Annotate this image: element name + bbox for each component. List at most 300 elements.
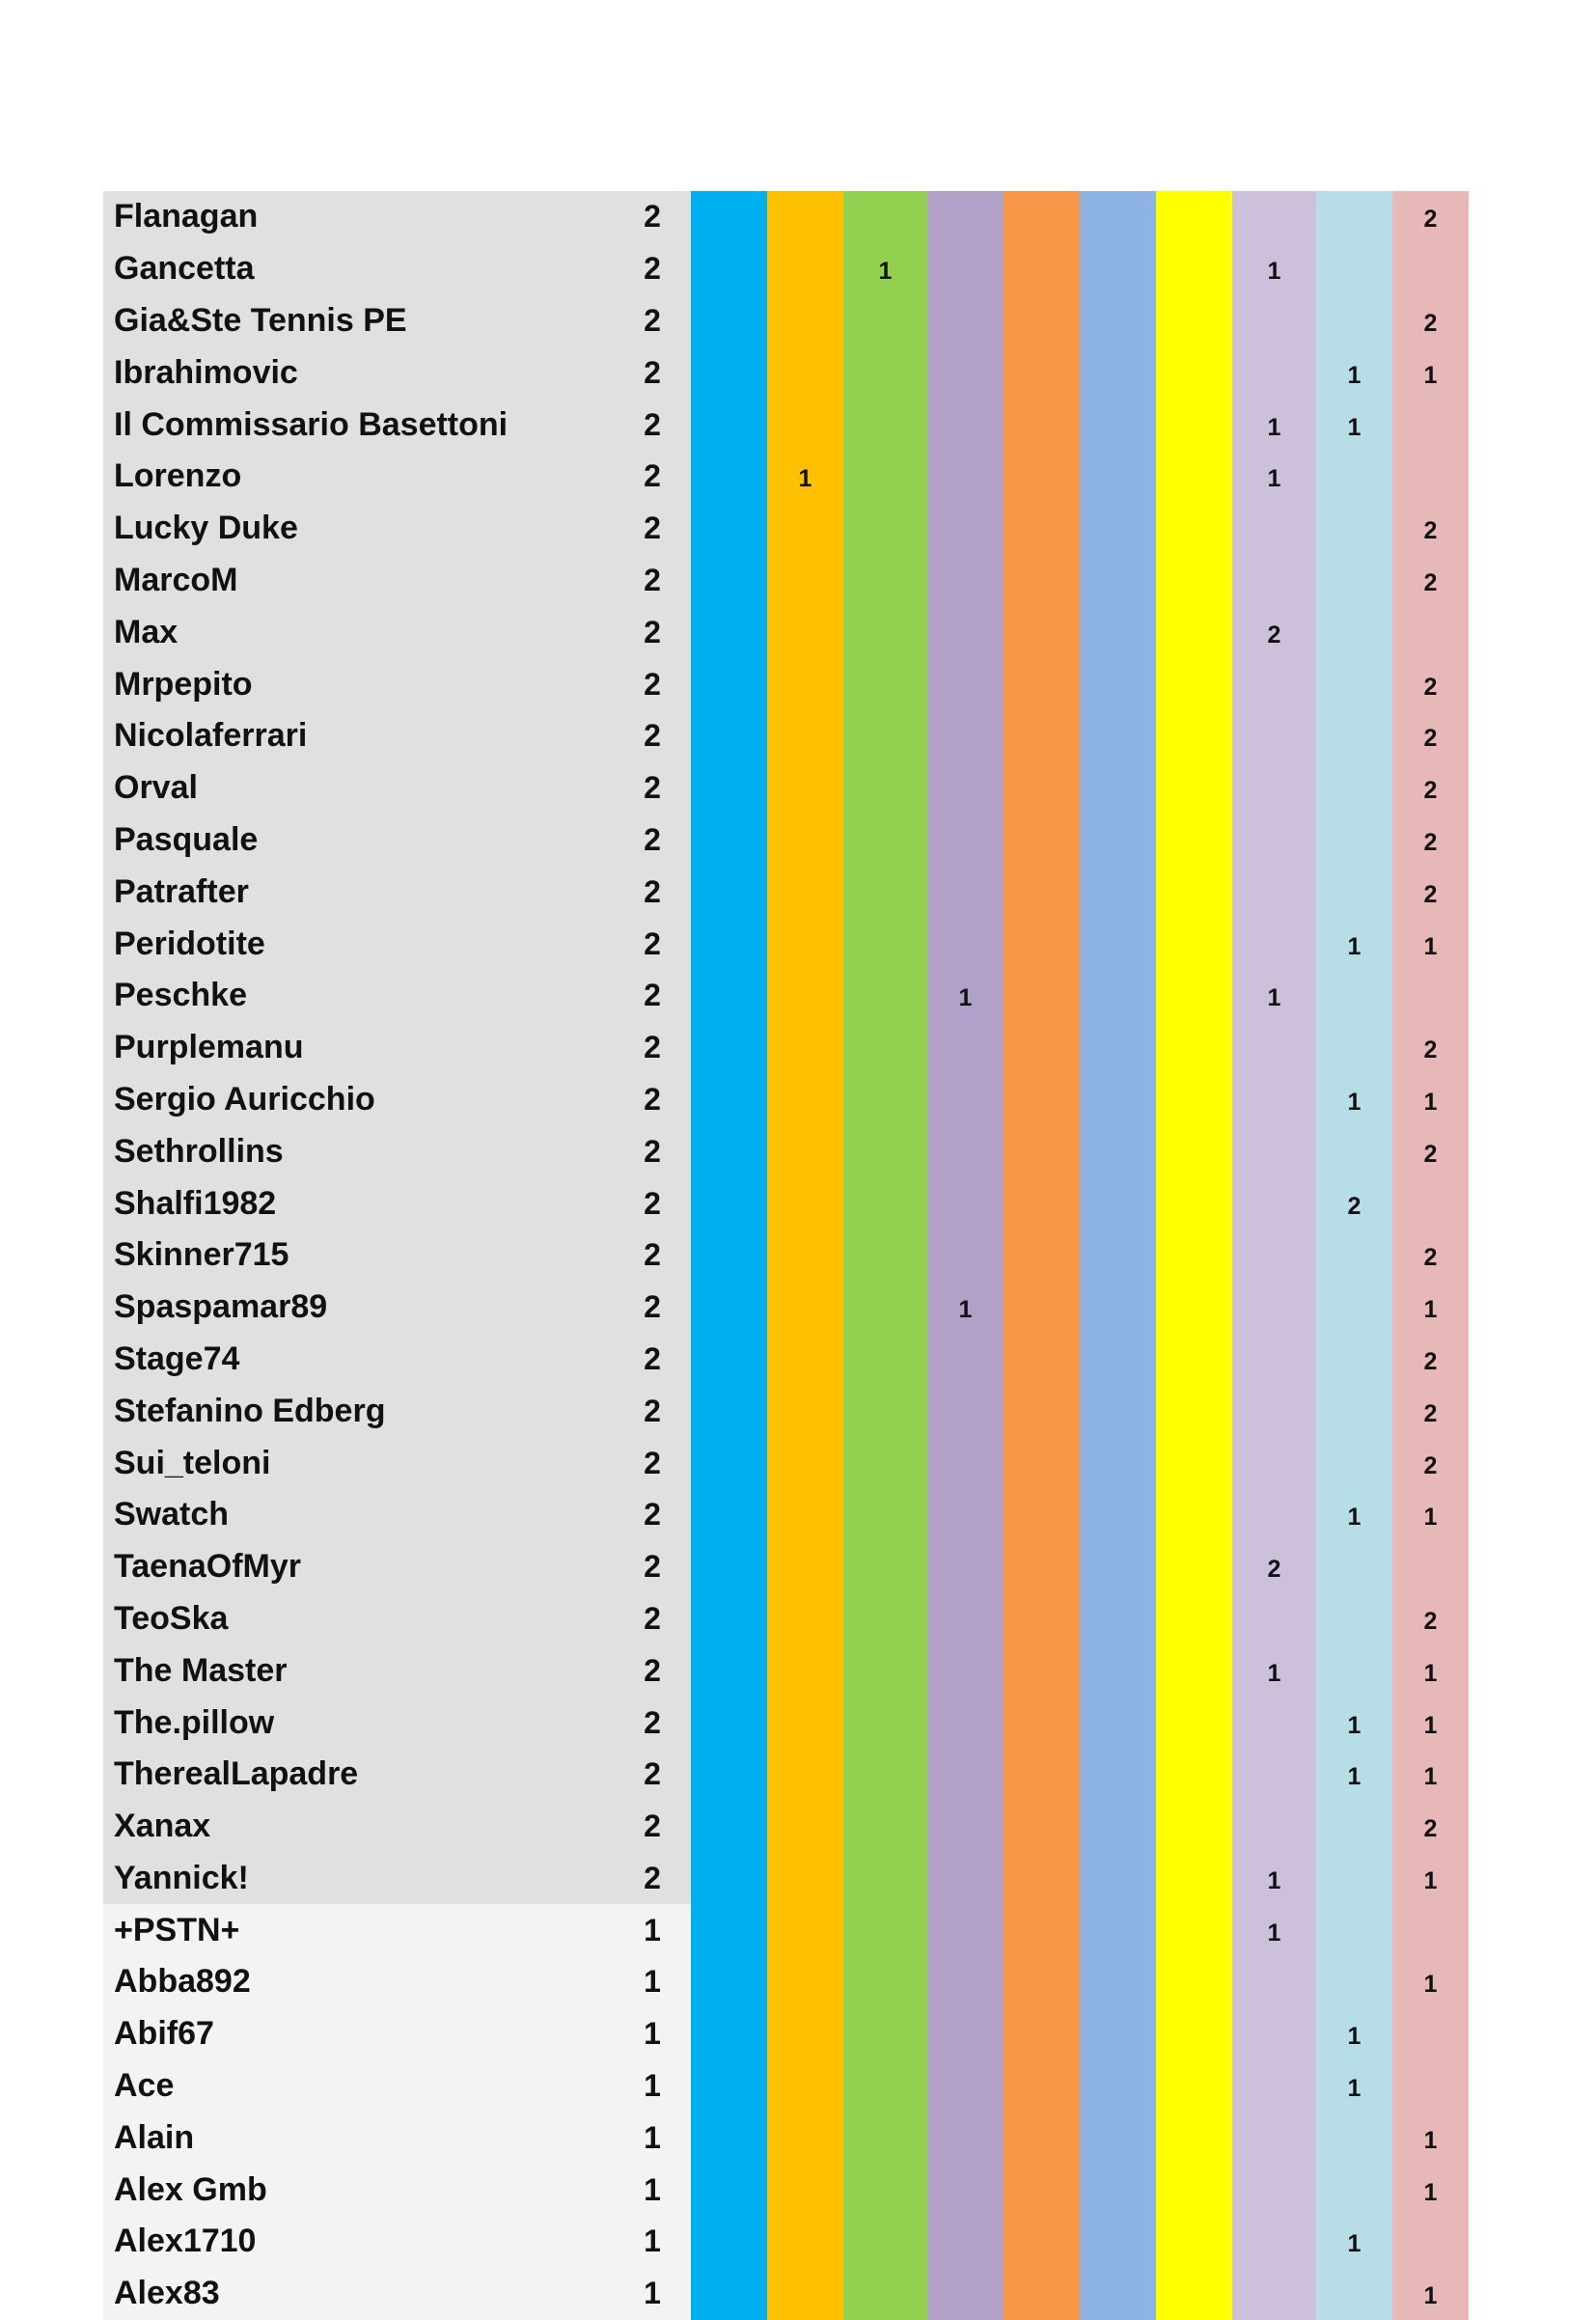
score-cell-c3 [843, 1904, 927, 1956]
score-cell-c5 [1004, 295, 1080, 347]
player-name: The Master [103, 1644, 614, 1697]
score-cell-c10 [1392, 1904, 1469, 1956]
score-cell-c7 [1156, 1334, 1232, 1386]
score-cell-c5 [1004, 606, 1080, 658]
score-cell-c6 [1080, 606, 1156, 658]
score-cell-c5 [1004, 451, 1080, 503]
score-cell-c1 [691, 503, 767, 555]
score-cell-c9 [1316, 658, 1392, 710]
score-cell-c6 [1080, 2008, 1156, 2060]
score-cell-c7 [1156, 399, 1232, 451]
score-cell-c4 [927, 451, 1004, 503]
score-cell-c4 [927, 2268, 1004, 2320]
score-cell-c6 [1080, 1334, 1156, 1386]
player-name: MarcoM [103, 555, 614, 607]
player-total: 2 [614, 658, 691, 710]
player-total: 2 [614, 1697, 691, 1749]
score-cell-c9 [1316, 1022, 1392, 1074]
table-row [103, 191, 1469, 243]
player-name: Max [103, 606, 614, 658]
score-cell-c1 [691, 295, 767, 347]
score-cell-c6 [1080, 2164, 1156, 2216]
score-cell-c1 [691, 1229, 767, 1282]
score-cell-c1 [691, 1489, 767, 1541]
table-row [103, 1853, 1469, 1905]
score-cell-c4 [927, 243, 1004, 295]
score-cell-c6 [1080, 2268, 1156, 2320]
score-cell-c1 [691, 2008, 767, 2060]
table-row [103, 1177, 1469, 1229]
score-cell-c6 [1080, 1644, 1156, 1697]
score-cell-c5 [1004, 1437, 1080, 1489]
player-name: Alex Gmb [103, 2164, 614, 2216]
score-cell-c8: 1 [1232, 451, 1316, 503]
score-cell-c2 [767, 866, 843, 918]
player-name: Nicolaferrari [103, 710, 614, 762]
score-cell-c7 [1156, 503, 1232, 555]
score-cell-c1 [691, 1022, 767, 1074]
player-name: Ace [103, 2060, 614, 2113]
player-name: Stefanino Edberg [103, 1385, 614, 1437]
player-total: 1 [614, 1904, 691, 1956]
score-cell-c5 [1004, 1385, 1080, 1437]
score-cell-c6 [1080, 815, 1156, 867]
score-cell-c4 [927, 1125, 1004, 1177]
score-cell-c5 [1004, 658, 1080, 710]
score-cell-c6 [1080, 2216, 1156, 2268]
score-cell-c7 [1156, 866, 1232, 918]
player-total: 1 [614, 2008, 691, 2060]
score-cell-c10: 1 [1392, 1853, 1469, 1905]
player-total: 2 [614, 555, 691, 607]
score-cell-c6 [1080, 1697, 1156, 1749]
score-cell-c5 [1004, 710, 1080, 762]
score-cell-c5 [1004, 243, 1080, 295]
score-cell-c5 [1004, 1697, 1080, 1749]
score-cell-c9 [1316, 1282, 1392, 1334]
score-cell-c3 [843, 451, 927, 503]
score-cell-c8 [1232, 1022, 1316, 1074]
score-cell-c1 [691, 1644, 767, 1697]
score-cell-c8 [1232, 503, 1316, 555]
score-cell-c9 [1316, 555, 1392, 607]
score-cell-c1 [691, 2060, 767, 2113]
score-cell-c5 [1004, 1489, 1080, 1541]
score-cell-c10 [1392, 2008, 1469, 2060]
player-total: 2 [614, 191, 691, 243]
standings-body [103, 191, 1469, 2320]
score-cell-c2 [767, 1282, 843, 1334]
score-cell-c2 [767, 2268, 843, 2320]
score-cell-c8 [1232, 918, 1316, 970]
score-cell-c5 [1004, 2060, 1080, 2113]
score-cell-c4 [927, 658, 1004, 710]
score-cell-c2 [767, 399, 843, 451]
score-cell-c10: 1 [1392, 1749, 1469, 1801]
score-cell-c5 [1004, 1177, 1080, 1229]
score-cell-c3 [843, 1489, 927, 1541]
player-total: 2 [614, 762, 691, 815]
score-cell-c5 [1004, 918, 1080, 970]
score-cell-c2 [767, 1177, 843, 1229]
score-cell-c6 [1080, 1282, 1156, 1334]
player-name: Lucky Duke [103, 503, 614, 555]
score-cell-c10 [1392, 1177, 1469, 1229]
score-cell-c8 [1232, 1385, 1316, 1437]
score-cell-c10: 1 [1392, 1644, 1469, 1697]
player-total: 2 [614, 815, 691, 867]
score-cell-c9: 2 [1316, 1177, 1392, 1229]
player-total: 2 [614, 1334, 691, 1386]
score-cell-c6 [1080, 295, 1156, 347]
standings-sheet [103, 191, 1469, 2320]
score-cell-c4 [927, 503, 1004, 555]
score-cell-c6 [1080, 555, 1156, 607]
player-total: 2 [614, 1125, 691, 1177]
score-cell-c10 [1392, 606, 1469, 658]
score-cell-c3 [843, 2268, 927, 2320]
score-cell-c6 [1080, 1125, 1156, 1177]
score-cell-c3 [843, 918, 927, 970]
score-cell-c2 [767, 658, 843, 710]
table-row [103, 1904, 1469, 1956]
score-cell-c8 [1232, 1074, 1316, 1126]
score-cell-c3 [843, 2164, 927, 2216]
score-cell-c7 [1156, 1644, 1232, 1697]
score-cell-c5 [1004, 762, 1080, 815]
score-cell-c9 [1316, 1334, 1392, 1386]
score-cell-c4 [927, 2008, 1004, 2060]
score-cell-c10: 2 [1392, 503, 1469, 555]
score-cell-c10: 1 [1392, 1074, 1469, 1126]
player-total: 2 [614, 1853, 691, 1905]
table-row [103, 2216, 1469, 2268]
score-cell-c3 [843, 866, 927, 918]
score-cell-c7 [1156, 1853, 1232, 1905]
score-cell-c1 [691, 1541, 767, 1593]
score-cell-c4: 1 [927, 1282, 1004, 1334]
score-cell-c3 [843, 658, 927, 710]
score-cell-c2 [767, 503, 843, 555]
score-cell-c10 [1392, 2216, 1469, 2268]
score-cell-c10: 1 [1392, 2268, 1469, 2320]
score-cell-c2 [767, 1904, 843, 1956]
player-name: Abif67 [103, 2008, 614, 2060]
table-row [103, 2008, 1469, 2060]
score-cell-c7 [1156, 1022, 1232, 1074]
score-cell-c9 [1316, 1904, 1392, 1956]
player-name: Spaspamar89 [103, 1282, 614, 1334]
player-name: Alain [103, 2112, 614, 2164]
score-cell-c4 [927, 555, 1004, 607]
score-cell-c6 [1080, 503, 1156, 555]
score-cell-c7 [1156, 918, 1232, 970]
score-cell-c6 [1080, 658, 1156, 710]
table-row [103, 1956, 1469, 2008]
score-cell-c7 [1156, 762, 1232, 815]
score-cell-c6 [1080, 451, 1156, 503]
score-cell-c4 [927, 399, 1004, 451]
table-row [103, 918, 1469, 970]
score-cell-c2 [767, 555, 843, 607]
score-cell-c5 [1004, 346, 1080, 399]
score-cell-c7 [1156, 1125, 1232, 1177]
score-cell-c4 [927, 346, 1004, 399]
score-cell-c4 [927, 762, 1004, 815]
table-row [103, 762, 1469, 815]
player-name: Sethrollins [103, 1125, 614, 1177]
player-total: 2 [614, 1437, 691, 1489]
score-cell-c2 [767, 815, 843, 867]
score-cell-c5 [1004, 1282, 1080, 1334]
score-cell-c9 [1316, 295, 1392, 347]
score-cell-c7 [1156, 606, 1232, 658]
score-cell-c8 [1232, 815, 1316, 867]
score-cell-c6 [1080, 866, 1156, 918]
score-cell-c10 [1392, 243, 1469, 295]
score-cell-c8 [1232, 2216, 1316, 2268]
table-row [103, 658, 1469, 710]
score-cell-c8: 2 [1232, 1541, 1316, 1593]
score-cell-c6 [1080, 2112, 1156, 2164]
score-cell-c6 [1080, 1385, 1156, 1437]
score-cell-c10: 2 [1392, 1334, 1469, 1386]
score-cell-c1 [691, 762, 767, 815]
score-cell-c1 [691, 1074, 767, 1126]
score-cell-c9: 1 [1316, 1489, 1392, 1541]
player-total: 2 [614, 243, 691, 295]
table-row [103, 1282, 1469, 1334]
score-cell-c1 [691, 1282, 767, 1334]
score-cell-c9: 1 [1316, 1749, 1392, 1801]
score-cell-c10: 2 [1392, 295, 1469, 347]
player-total: 2 [614, 346, 691, 399]
score-cell-c5 [1004, 1644, 1080, 1697]
score-cell-c9 [1316, 815, 1392, 867]
score-cell-c8 [1232, 2060, 1316, 2113]
player-total: 2 [614, 1541, 691, 1593]
score-cell-c5 [1004, 1853, 1080, 1905]
score-cell-c4 [927, 918, 1004, 970]
score-cell-c4 [927, 710, 1004, 762]
score-cell-c1 [691, 970, 767, 1022]
score-cell-c7 [1156, 451, 1232, 503]
player-name: Alex1710 [103, 2216, 614, 2268]
score-cell-c7 [1156, 2008, 1232, 2060]
score-cell-c3 [843, 1541, 927, 1593]
score-cell-c6 [1080, 1956, 1156, 2008]
score-cell-c10 [1392, 451, 1469, 503]
score-cell-c9 [1316, 243, 1392, 295]
score-cell-c6 [1080, 1489, 1156, 1541]
score-cell-c4 [927, 2164, 1004, 2216]
score-cell-c5 [1004, 1229, 1080, 1282]
score-cell-c5 [1004, 1956, 1080, 2008]
score-cell-c8 [1232, 866, 1316, 918]
score-cell-c9: 1 [1316, 2060, 1392, 2113]
score-cell-c6 [1080, 399, 1156, 451]
player-total: 2 [614, 710, 691, 762]
score-cell-c10: 1 [1392, 1489, 1469, 1541]
score-cell-c5 [1004, 1334, 1080, 1386]
score-cell-c8: 1 [1232, 1904, 1316, 1956]
score-cell-c1 [691, 658, 767, 710]
player-name: Purplemanu [103, 1022, 614, 1074]
score-cell-c3 [843, 1749, 927, 1801]
score-cell-c10: 2 [1392, 1229, 1469, 1282]
score-cell-c9 [1316, 2112, 1392, 2164]
score-cell-c6 [1080, 191, 1156, 243]
score-cell-c2 [767, 710, 843, 762]
score-cell-c5 [1004, 555, 1080, 607]
table-row [103, 1334, 1469, 1386]
score-cell-c10: 1 [1392, 1282, 1469, 1334]
table-row [103, 1074, 1469, 1126]
player-total: 2 [614, 1385, 691, 1437]
score-cell-c10: 2 [1392, 762, 1469, 815]
score-cell-c3 [843, 1437, 927, 1489]
score-cell-c4 [927, 1541, 1004, 1593]
score-cell-c2 [767, 1593, 843, 1645]
player-name: +PSTN+ [103, 1904, 614, 1956]
score-cell-c9 [1316, 1125, 1392, 1177]
player-name: Gia&Ste Tennis PE [103, 295, 614, 347]
score-cell-c10: 2 [1392, 191, 1469, 243]
score-cell-c7 [1156, 658, 1232, 710]
score-cell-c1 [691, 399, 767, 451]
score-cell-c4 [927, 1385, 1004, 1437]
table-row [103, 346, 1469, 399]
score-cell-c9 [1316, 1853, 1392, 1905]
score-cell-c7 [1156, 1801, 1232, 1853]
table-row [103, 815, 1469, 867]
score-cell-c9 [1316, 970, 1392, 1022]
score-cell-c3 [843, 1282, 927, 1334]
player-name: Il Commissario Basettoni [103, 399, 614, 451]
score-cell-c7 [1156, 2216, 1232, 2268]
player-total: 2 [614, 1177, 691, 1229]
score-cell-c9 [1316, 1541, 1392, 1593]
score-cell-c8: 1 [1232, 970, 1316, 1022]
score-cell-c3 [843, 606, 927, 658]
score-cell-c2 [767, 1541, 843, 1593]
score-cell-c8 [1232, 295, 1316, 347]
score-cell-c2 [767, 606, 843, 658]
score-cell-c2 [767, 1229, 843, 1282]
score-cell-c8: 2 [1232, 606, 1316, 658]
table-row [103, 866, 1469, 918]
score-cell-c4 [927, 866, 1004, 918]
player-name: Peschke [103, 970, 614, 1022]
score-cell-c6 [1080, 1904, 1156, 1956]
score-cell-c3 [843, 1593, 927, 1645]
score-cell-c9 [1316, 503, 1392, 555]
score-cell-c8 [1232, 1593, 1316, 1645]
score-cell-c8 [1232, 1437, 1316, 1489]
player-total: 1 [614, 2112, 691, 2164]
score-cell-c6 [1080, 1437, 1156, 1489]
table-row [103, 1749, 1469, 1801]
score-cell-c5 [1004, 815, 1080, 867]
player-total: 2 [614, 918, 691, 970]
score-cell-c2 [767, 2164, 843, 2216]
player-total: 2 [614, 399, 691, 451]
score-cell-c6 [1080, 346, 1156, 399]
score-cell-c4 [927, 2112, 1004, 2164]
score-cell-c2 [767, 970, 843, 1022]
player-name: Swatch [103, 1489, 614, 1541]
score-cell-c5 [1004, 1125, 1080, 1177]
score-cell-c8 [1232, 1956, 1316, 2008]
score-cell-c4 [927, 1697, 1004, 1749]
score-cell-c10: 2 [1392, 1385, 1469, 1437]
player-name: Patrafter [103, 866, 614, 918]
score-cell-c9 [1316, 1801, 1392, 1853]
score-cell-c7 [1156, 295, 1232, 347]
score-cell-c9: 1 [1316, 1074, 1392, 1126]
score-cell-c1 [691, 2164, 767, 2216]
score-cell-c1 [691, 1125, 767, 1177]
table-row [103, 555, 1469, 607]
score-cell-c8: 1 [1232, 1853, 1316, 1905]
score-cell-c1 [691, 1385, 767, 1437]
score-cell-c1 [691, 1697, 767, 1749]
player-total: 2 [614, 451, 691, 503]
player-total: 2 [614, 1801, 691, 1853]
score-cell-c10: 2 [1392, 815, 1469, 867]
score-cell-c3 [843, 2216, 927, 2268]
score-cell-c10: 2 [1392, 710, 1469, 762]
table-row [103, 1489, 1469, 1541]
player-name: Flanagan [103, 191, 614, 243]
player-name: Lorenzo [103, 451, 614, 503]
score-cell-c3 [843, 762, 927, 815]
score-cell-c7 [1156, 1437, 1232, 1489]
player-name: TeoSka [103, 1593, 614, 1645]
score-cell-c8: 1 [1232, 1644, 1316, 1697]
score-cell-c10: 1 [1392, 1956, 1469, 2008]
score-cell-c5 [1004, 2216, 1080, 2268]
score-cell-c10: 2 [1392, 1125, 1469, 1177]
score-cell-c8: 1 [1232, 243, 1316, 295]
score-cell-c7 [1156, 815, 1232, 867]
player-total: 2 [614, 295, 691, 347]
table-row [103, 2112, 1469, 2164]
score-cell-c10: 1 [1392, 2112, 1469, 2164]
score-cell-c4 [927, 295, 1004, 347]
score-cell-c10: 2 [1392, 1593, 1469, 1645]
table-row [103, 1229, 1469, 1282]
score-cell-c3 [843, 1022, 927, 1074]
score-cell-c1 [691, 1801, 767, 1853]
table-row [103, 606, 1469, 658]
score-cell-c1 [691, 1956, 767, 2008]
score-cell-c9 [1316, 2268, 1392, 2320]
score-cell-c5 [1004, 1904, 1080, 1956]
score-cell-c2 [767, 1022, 843, 1074]
standings-table [103, 191, 1469, 2320]
score-cell-c2 [767, 1644, 843, 1697]
score-cell-c9 [1316, 1385, 1392, 1437]
score-cell-c10: 2 [1392, 555, 1469, 607]
player-name: The.pillow [103, 1697, 614, 1749]
score-cell-c8 [1232, 1697, 1316, 1749]
score-cell-c6 [1080, 1541, 1156, 1593]
score-cell-c1 [691, 815, 767, 867]
score-cell-c5 [1004, 1541, 1080, 1593]
table-row [103, 243, 1469, 295]
score-cell-c3 [843, 2112, 927, 2164]
